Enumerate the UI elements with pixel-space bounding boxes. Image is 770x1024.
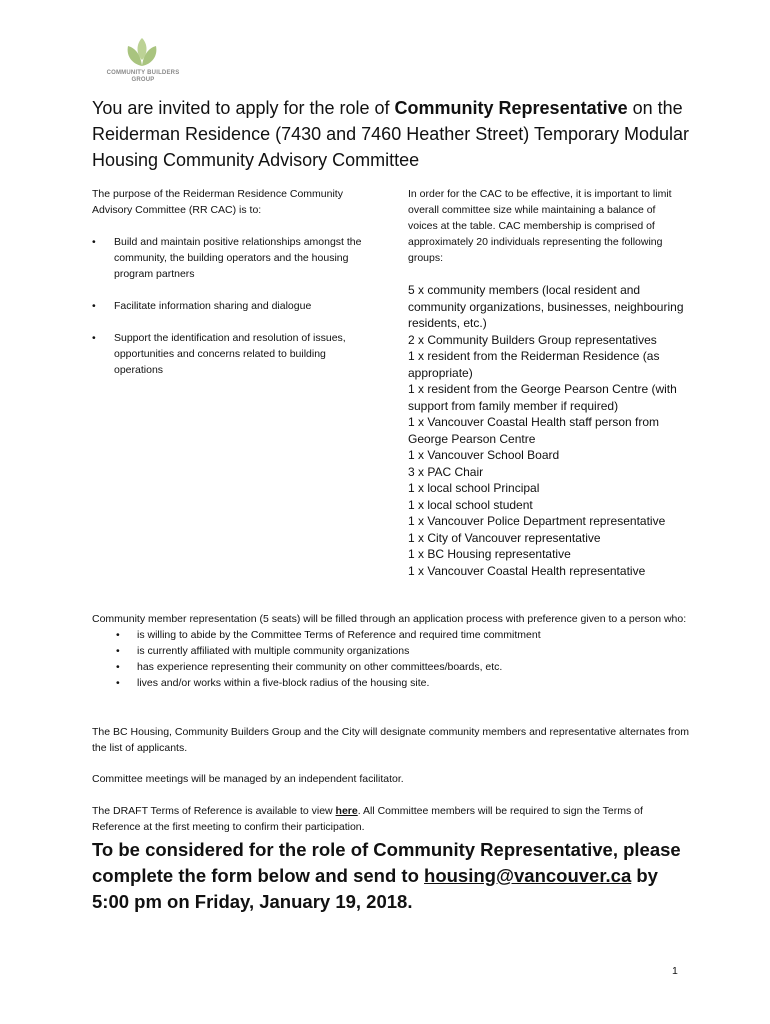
representation-intro: Community member representation (5 seats) will be filled through an application process with preference given to a person who: — [92, 613, 687, 625]
page-number: 1 — [672, 965, 678, 977]
membership-group-item: 1 x City of Vancouver representative — [408, 530, 601, 545]
membership-group-item: 5 x community members (local resident and community organizations, businesses, neighbouring residents, etc.) — [408, 283, 684, 330]
membership-section — [408, 186, 688, 579]
representation-section — [92, 611, 692, 691]
membership-intro: In order for the CAC to be effective, it is important to limit overall committee size while maintaining a balance of voices at the table. CAC membership is comprised of approximately 20 individuals representing the following groups: — [408, 188, 672, 264]
terms-text-before: The DRAFT Terms of Reference is available to view — [92, 805, 336, 817]
logo-text — [100, 70, 186, 84]
criteria-item — [92, 627, 692, 643]
criteria-text: has experience representing their community on other committees/boards, etc. — [137, 661, 503, 673]
terms-of-reference-link[interactable]: here — [335, 805, 358, 817]
page-title — [92, 95, 692, 173]
title-role-bold: Community Representative — [394, 98, 628, 118]
leaf-logo-icon — [120, 36, 164, 68]
membership-group-item: 1 x Vancouver Coastal Health representative — [408, 563, 646, 578]
membership-group-item: 1 x Vancouver Police Department representative — [408, 514, 666, 528]
bullet-icon: • — [92, 236, 96, 248]
purpose-bullet — [92, 330, 372, 378]
membership-group-item: 1 x local school student — [408, 497, 533, 512]
purpose-intro: The purpose of the Reiderman Residence Community Advisory Committee (RR CAC) is to: — [92, 188, 343, 216]
purpose-bullet-text: Support the identification and resolution of issues, opportunities and concerns related to building operations — [114, 332, 346, 376]
bullet-icon: • — [92, 300, 96, 312]
bullet-icon: • — [116, 645, 120, 657]
title-text-part1: You are invited to apply for the role of — [92, 98, 395, 118]
membership-group-item: 1 x local school Principal — [408, 481, 540, 495]
membership-group-item: 1 x resident from the George Pearson Centre (with support from family member if required) — [408, 382, 677, 413]
cta-text-part2: by 5:00 pm on Friday, January 19, 2018. — [92, 865, 658, 912]
membership-group-item: 3 x PAC Chair — [408, 464, 484, 479]
bullet-icon: • — [116, 629, 120, 641]
criteria-text: lives and/or works within a five-block radius of the housing site. — [137, 677, 430, 689]
criteria-item — [92, 675, 692, 691]
membership-group-item: 2 x Community Builders Group representatives — [408, 332, 657, 347]
terms-paragraph — [92, 803, 692, 835]
membership-group-item: 1 x BC Housing representative — [408, 547, 571, 561]
purpose-bullet-text: Build and maintain positive relationships amongst the community, the building operators and the housing program partners — [114, 236, 362, 280]
purpose-section — [92, 186, 372, 378]
criteria-item — [92, 643, 692, 659]
bullet-icon: • — [116, 661, 120, 673]
designate-paragraph: The BC Housing, Community Builders Group and the City will designate community members and representative alternates from the list of applicants. — [92, 726, 690, 754]
facilitator-paragraph: Committee meetings will be managed by an independent facilitator. — [92, 773, 404, 785]
logo-text-line2: GROUP — [131, 77, 155, 83]
terms-text-after: . All Committee members will be required to sign the Terms of Reference at the first meeting to confirm their participation. — [92, 805, 643, 833]
bullet-icon: • — [116, 677, 120, 689]
purpose-bullet — [92, 234, 372, 282]
purpose-bullet — [92, 298, 372, 314]
email-link[interactable]: housing@vancouver.ca — [424, 865, 632, 886]
membership-group-item: 1 x Vancouver Coastal Health staff person from George Pearson Centre — [408, 415, 660, 446]
logo-text-line1: COMMUNITY BUILDERS — [106, 70, 180, 76]
call-to-action — [92, 837, 692, 915]
bullet-icon: • — [92, 332, 96, 344]
cta-text-part1: To be considered for the role of Community Representative, please complete the form below and send to — [92, 839, 681, 886]
title-text-part2: on the Reiderman Residence (7430 and 7460 Heather Street) Temporary Modular Housing Community Advisory Committee — [92, 98, 689, 170]
logo — [100, 36, 210, 90]
membership-groups-list — [408, 282, 688, 579]
membership-group-item: 1 x resident from the Reiderman Residence (as appropriate) — [408, 349, 660, 380]
purpose-bullet-text: Facilitate information sharing and dialogue — [114, 300, 312, 312]
criteria-item — [92, 659, 692, 675]
criteria-list — [92, 627, 692, 691]
criteria-text: is currently affiliated with multiple community organizations — [137, 645, 410, 657]
membership-group-item: 1 x Vancouver School Board — [408, 448, 560, 462]
criteria-text: is willing to abide by the Committee Terms of Reference and required time commitment — [137, 629, 541, 641]
